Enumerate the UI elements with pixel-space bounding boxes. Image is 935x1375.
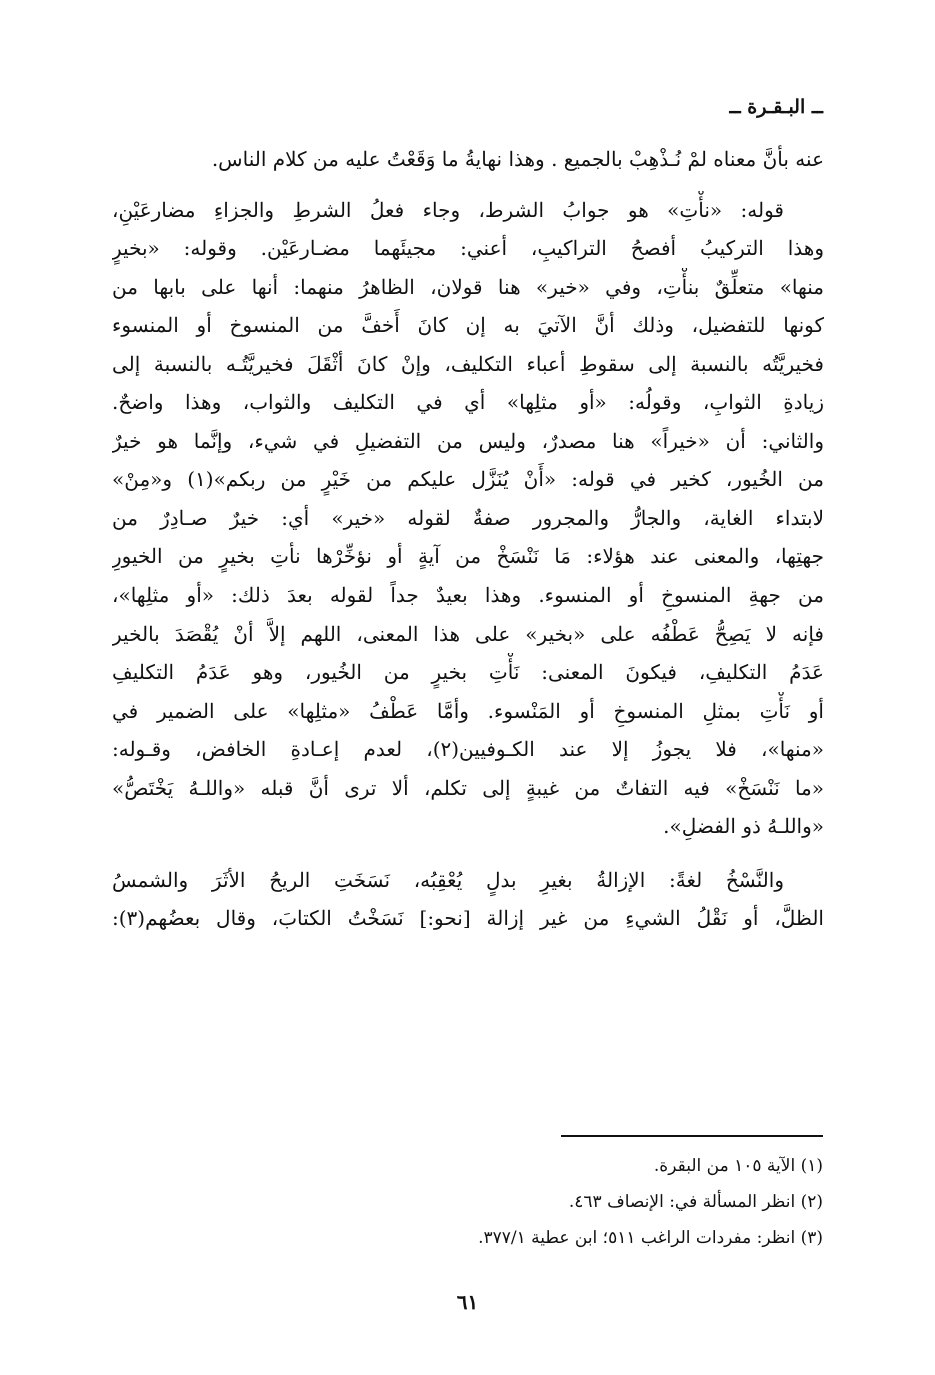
- text-line: والثاني: أن «خيراً» هنا مصدرٌ، وليس من التفضيلِ في شيء، وإنَّما هو خيرٌ: [112, 428, 824, 453]
- footnote: (٣) انظر: مفردات الراغب ٥١١؛ ابن عطية ٣٧٧/١.: [478, 1228, 823, 1248]
- text-line: «واللـهُ ذو الفضلِ».: [663, 814, 824, 839]
- text-line: زيادةِ الثوابِ، وقولُه: «أو مثلِها» أي في التكليف والثواب، وهذا واضحٌ.: [112, 390, 824, 415]
- text-line: جهتِها، والمعنى عند هؤلاء: مَا نَنْسَخْ من آيةٍ أو نؤخِّرْها نأتِ بخيرٍ من الخيورِ: [112, 544, 824, 569]
- footnotes: [111, 1148, 823, 1256]
- footnote-separator: [561, 1135, 823, 1137]
- running-header: ــ البـقـرة ــ: [729, 96, 823, 118]
- text-line: فإنه لا يَصِحُّ عَطْفُه على «بخير» على هذا المعنى، اللهم إلاَّ أنْ يُقْصَدَ بالخير: [112, 621, 824, 646]
- text-line: فخيريَّتُه بالنسبة إلى سقوطِ أعباء التكليف، وإنْ كانَ أثْقَلَ فخيريَّتُـه بالنسبة إلى: [112, 351, 824, 376]
- text-line: وهذا التركيبُ أفصحُ التراكيبِ، أعني: مجيئَهما مضـارعَيْن. وقوله: «بخيرٍ: [112, 236, 824, 261]
- text-line: قوله: «نأْتِ» هو جوابُ الشرط، وجاء فعلُ الشرطِ والجزاءِ مضارعَيْنِ،: [112, 197, 784, 222]
- footnote: (١) الآية ١٠٥ من البقرة.: [653, 1156, 823, 1176]
- text-line: «منها»، فلا يجوزُ إلا عند الكـوفيين(٢)، لعدم إعـادةِ الخافض، وقـوله:: [112, 737, 824, 762]
- text-line: عَدَمُ التكليفِ، فيكونَ المعنى: نَأْتِ بخيرٍ من الخُيور، وهو عَدَمُ التكليفِ: [112, 660, 824, 685]
- text-line: من الخُيور، كخير في قوله: «أَنْ يُنَزَّل عليكم من خَيْرٍ من ربكم»(١) و«مِنْ»: [112, 467, 824, 492]
- text-line: من جهةِ المنسوخِ أو المنسوء. وهذا بعيدٌ جداً لقوله بعدَ ذلك: «أو مثلِها»،: [112, 583, 824, 608]
- text-line: عنه بأنَّ معناه لمْ نُـذْهِبْ بالجميع . وهذا نهايةُ ما وَقَعْتُ عليه من كلام الناس.: [211, 147, 824, 171]
- text-line: والنَّسْخُ لغةً: الإزالةُ بغيرِ بدلٍ يُعْقِبُه، نَسَخَتِ الريحُ الأثَرَ والشمسُ: [112, 867, 784, 892]
- body-text: [112, 140, 824, 938]
- text-line: لابتداء الغاية، والجارُّ والمجرور صفةٌ لقوله «خير» أي: خيرٌ صـادِرٌ من: [112, 505, 824, 530]
- paragraph-1: [112, 140, 824, 179]
- text-line: منها» متعلِّقٌ بنأْتِ، وفي «خير» هنا قولان، الظاهرُ منهما: أنها على بابها من: [112, 274, 824, 299]
- paragraph-2: [112, 191, 824, 846]
- page-number: ٦١: [456, 1290, 479, 1314]
- text-line: كونها للتفضيل، وذلك أنَّ الآتيَ به إن كانَ أَخفَّ من المنسوخ أو المنسوء: [112, 313, 824, 338]
- text-line: «ما نَنْسَخْ» فيه التفاتٌ من غيبةٍ إلى تكلم، ألا ترى أنَّ قبله «واللـهُ يَخْتَصُّ»: [112, 775, 824, 800]
- footnote: (٢) انظر المسألة في: الإنصاف ٤٦٣.: [568, 1192, 823, 1212]
- text-line: الظلَّ، أو نَقْلُ الشيءِ من غير إزالة [نحو:] نَسَخْتُ الكتابَ، وقال بعضُهم(٣):: [112, 906, 824, 931]
- paragraph-3: [112, 861, 824, 938]
- text-line: أو نَأْتِ بمثلِ المنسوخِ أو المَنْسوء. وأمَّا عَطْفُ «مثلِها» على الضمير في: [112, 698, 824, 723]
